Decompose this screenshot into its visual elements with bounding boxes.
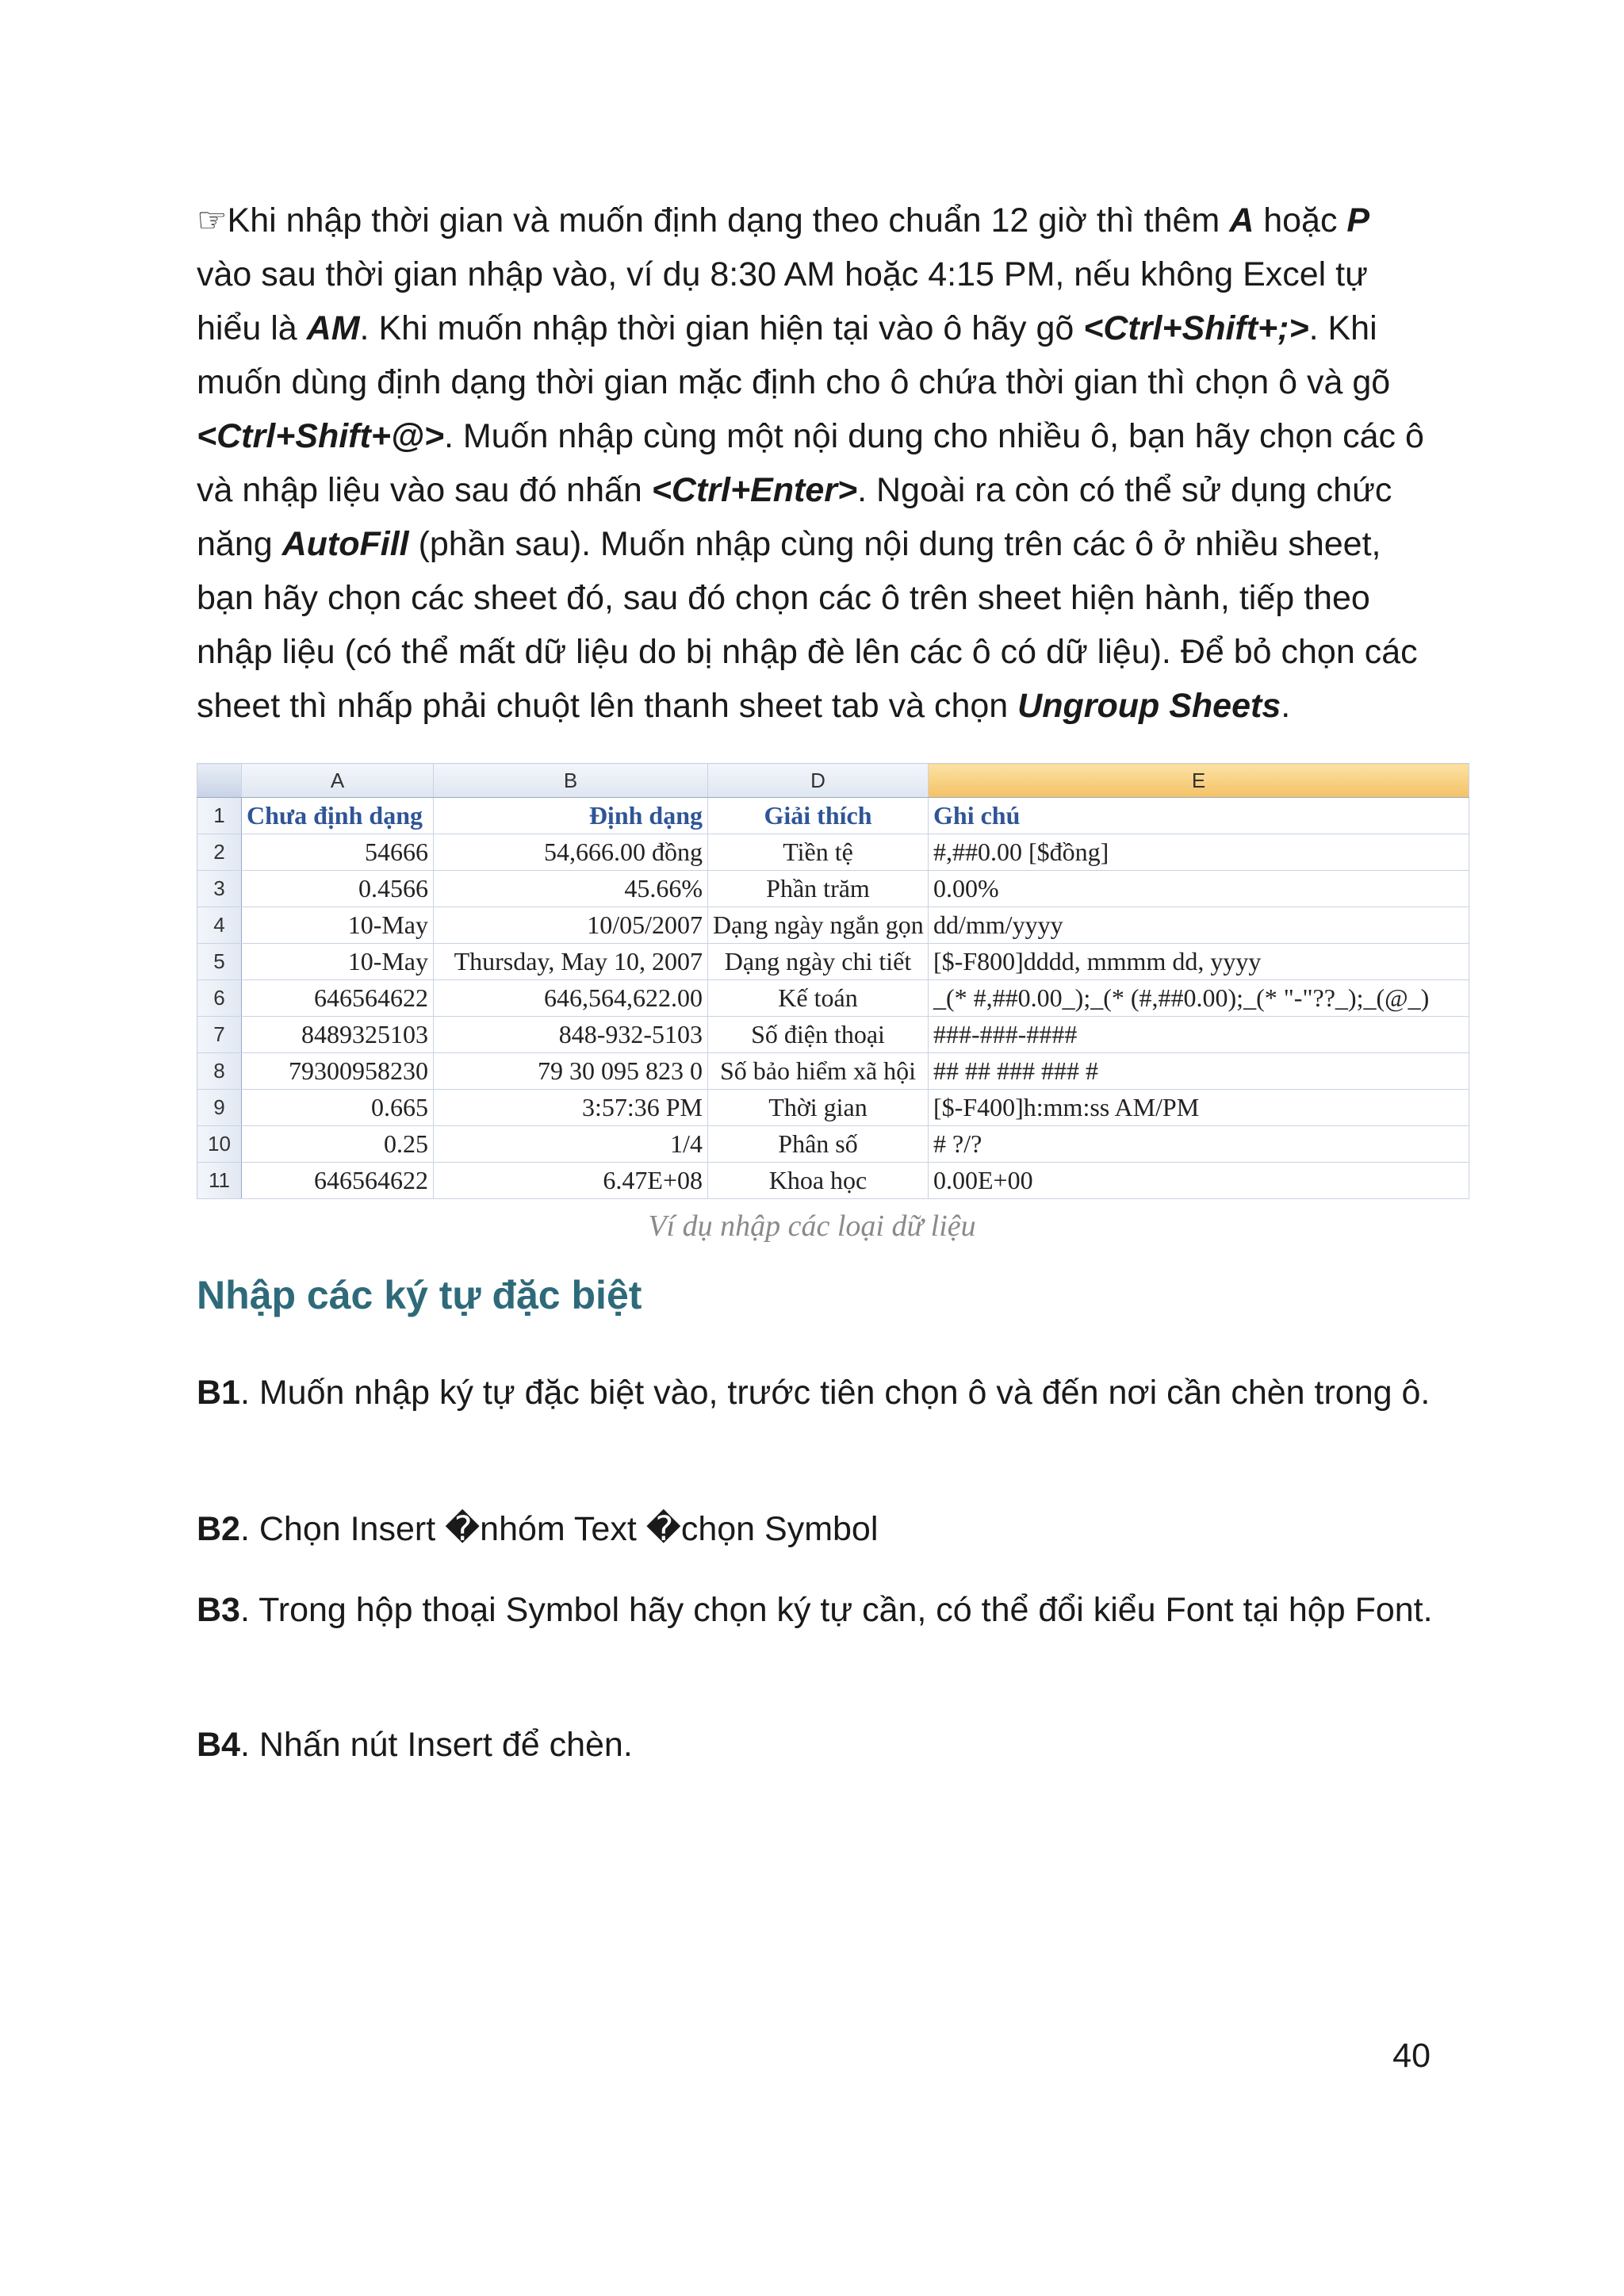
intro-text-5: . Khi muốn dùng định dạng thời gian mặc định cho ô chứa thời gian thì chọn ô và gõ [197,309,1391,401]
cell[interactable]: 6.47E+08 [434,1163,708,1199]
step-b4 [197,1718,1434,1772]
intro-text-1: ☞Khi nhập thời gian và muốn định dạng theo chuẩn 12 giờ thì thêm [197,201,1230,240]
cell[interactable]: 79 30 095 823 0 [434,1053,708,1090]
cell[interactable]: Dạng ngày ngắn gọn [708,907,929,944]
column-header-d[interactable]: D [708,764,929,798]
cell[interactable]: 79300958230 [242,1053,434,1090]
step-text: . Trong hộp thoại Symbol hãy chọn ký tự cần, có thể đổi kiểu Font tại hộp Font. [239,1591,1433,1629]
cell[interactable]: 10/05/2007 [434,907,708,944]
table-row [197,1126,1469,1163]
cell[interactable]: 1/4 [434,1126,708,1163]
step-b3 [197,1583,1434,1637]
row-header[interactable]: 1 [197,798,242,834]
cell[interactable]: [$-F800]dddd, mmmm dd, yyyy [929,944,1469,980]
table-row [197,871,1469,907]
table-row [197,1017,1469,1053]
cell[interactable]: Kế toán [708,980,929,1017]
intro-key-ctrl-enter: <Ctrl+Enter> [651,471,858,509]
row-header[interactable]: 11 [197,1163,242,1199]
cell[interactable]: Thursday, May 10, 2007 [434,944,708,980]
step-label: B2 [197,1510,240,1548]
intro-key-ctrl-shift-at: <Ctrl+Shift+@> [197,417,444,455]
step-label: B4 [197,1726,240,1764]
cell[interactable]: Tiền tệ [708,834,929,871]
row-header[interactable]: 9 [197,1090,242,1126]
table-row [197,798,1469,834]
table-row [197,944,1469,980]
cell[interactable]: Phân số [708,1126,929,1163]
cell[interactable]: 0.00E+00 [929,1163,1469,1199]
step-text: . Muốn nhập ký tự đặc biệt vào, trước tiên chọn ô và đến nơi cần chèn trong ô. [239,1374,1431,1412]
intro-key-p: P [1346,201,1370,240]
column-header-e[interactable]: E [929,764,1469,798]
cell[interactable]: 3:57:36 PM [434,1090,708,1126]
intro-text-7: . Ngoài ra còn có thể sử dụng chức năng [197,471,1392,563]
cell[interactable]: 8489325103 [242,1017,434,1053]
row-header[interactable]: 8 [197,1053,242,1090]
cell[interactable]: 45.66% [434,871,708,907]
intro-key-ctrl-shift-semicolon: <Ctrl+Shift+;> [1083,309,1309,347]
cell[interactable]: 0.4566 [242,871,434,907]
intro-text-4: . Khi muốn nhập thời gian hiện tại vào ô hãy gõ [359,309,1084,347]
row-header[interactable]: 6 [197,980,242,1017]
select-all-corner[interactable] [197,764,242,798]
cell[interactable]: [$-F400]h:mm:ss AM/PM [929,1090,1469,1126]
cell[interactable]: #,##0.00 [$đồng] [929,834,1469,871]
cell[interactable]: 848-932-5103 [434,1017,708,1053]
page-number: 40 [1392,2037,1431,2075]
intro-text-8: (phần sau). Muốn nhập cùng nội dung trên các ô ở nhiều sheet, bạn hãy chọn các sheet đó, sau đó chọn các ô trên sheet hiện hành, tiếp theo nhập liệu (có thể mất dữ liệu do bị nhập đè lên các ô có dữ liệu). Để bỏ chọn các sheet thì nhấp phải chuột lên thanh sheet tab và chọn [197,525,1418,725]
table-row [197,1053,1469,1090]
table-row [197,907,1469,944]
cell[interactable]: 0.665 [242,1090,434,1126]
cell[interactable]: Phần trăm [708,871,929,907]
intro-key-a: A [1229,201,1254,240]
cell[interactable]: Dạng ngày chi tiết [708,944,929,980]
intro-text-9: . [1281,687,1291,725]
table-caption: Ví dụ nhập các loại dữ liệu [648,1209,976,1243]
column-header-row [197,764,1469,798]
step-label: B1 [197,1374,240,1412]
spreadsheet-example [197,763,1469,1199]
table-row [197,1090,1469,1126]
table-row [197,834,1469,871]
step-text: . Chọn Insert �nhóm Text �chọn Symbol [239,1510,879,1548]
cell[interactable]: 54666 [242,834,434,871]
cell[interactable]: Số điện thoại [708,1017,929,1053]
cell[interactable]: Giải thích [708,798,929,834]
row-header[interactable]: 3 [197,871,242,907]
cell[interactable]: Số bảo hiểm xã hội [708,1053,929,1090]
intro-paragraph [197,194,1434,733]
cell[interactable]: Thời gian [708,1090,929,1126]
row-header[interactable]: 7 [197,1017,242,1053]
intro-text-2: hoặc [1254,201,1347,240]
step-b1 [197,1366,1434,1420]
cell[interactable]: Chưa định dạng [242,798,434,834]
intro-key-am: AM [306,309,360,347]
cell[interactable]: Định dạng [434,798,708,834]
row-header[interactable]: 10 [197,1126,242,1163]
cell[interactable]: Khoa học [708,1163,929,1199]
intro-text-3: vào sau thời gian nhập vào, ví dụ 8:30 AM hoặc 4:15 PM, nếu không Excel tự hiểu là [197,255,1368,347]
cell[interactable]: 0.00% [929,871,1469,907]
column-header-a[interactable]: A [242,764,434,798]
step-label: B3 [197,1591,240,1629]
cell[interactable]: 646,564,622.00 [434,980,708,1017]
intro-text-6: . Muốn nhập cùng một nội dung cho nhiều ô, bạn hãy chọn các ô và nhập liệu vào sau đó nhấn [197,417,1424,509]
cell[interactable]: 646564622 [242,980,434,1017]
step-text: . Nhấn nút Insert để chèn. [239,1726,633,1764]
cell[interactable]: dd/mm/yyyy [929,907,1469,944]
column-header-b[interactable]: B [434,764,708,798]
cell[interactable]: ## ## ### ### # [929,1053,1469,1090]
cell[interactable]: 646564622 [242,1163,434,1199]
cell[interactable]: ###-###-#### [929,1017,1469,1053]
intro-key-autofill: AutoFill [282,525,409,563]
cell[interactable]: 54,666.00 đồng [434,834,708,871]
cell[interactable]: 10-May [242,944,434,980]
cell[interactable]: Ghi chú [929,798,1469,834]
table-row [197,1163,1469,1199]
cell[interactable]: _(* #,##0.00_);_(* (#,##0.00);_(* "-"??_);_(@_) [929,980,1469,1017]
step-b2 [197,1502,1434,1556]
intro-key-ungroup-sheets: Ungroup Sheets [1017,687,1281,725]
row-header[interactable]: 4 [197,907,242,944]
row-header[interactable]: 2 [197,834,242,871]
table-row [197,980,1469,1017]
row-header[interactable]: 5 [197,944,242,980]
cell[interactable]: 10-May [242,907,434,944]
cell[interactable]: # ?/? [929,1126,1469,1163]
cell[interactable]: 0.25 [242,1126,434,1163]
section-heading: Nhập các ký tự đặc biệt [197,1273,642,1317]
